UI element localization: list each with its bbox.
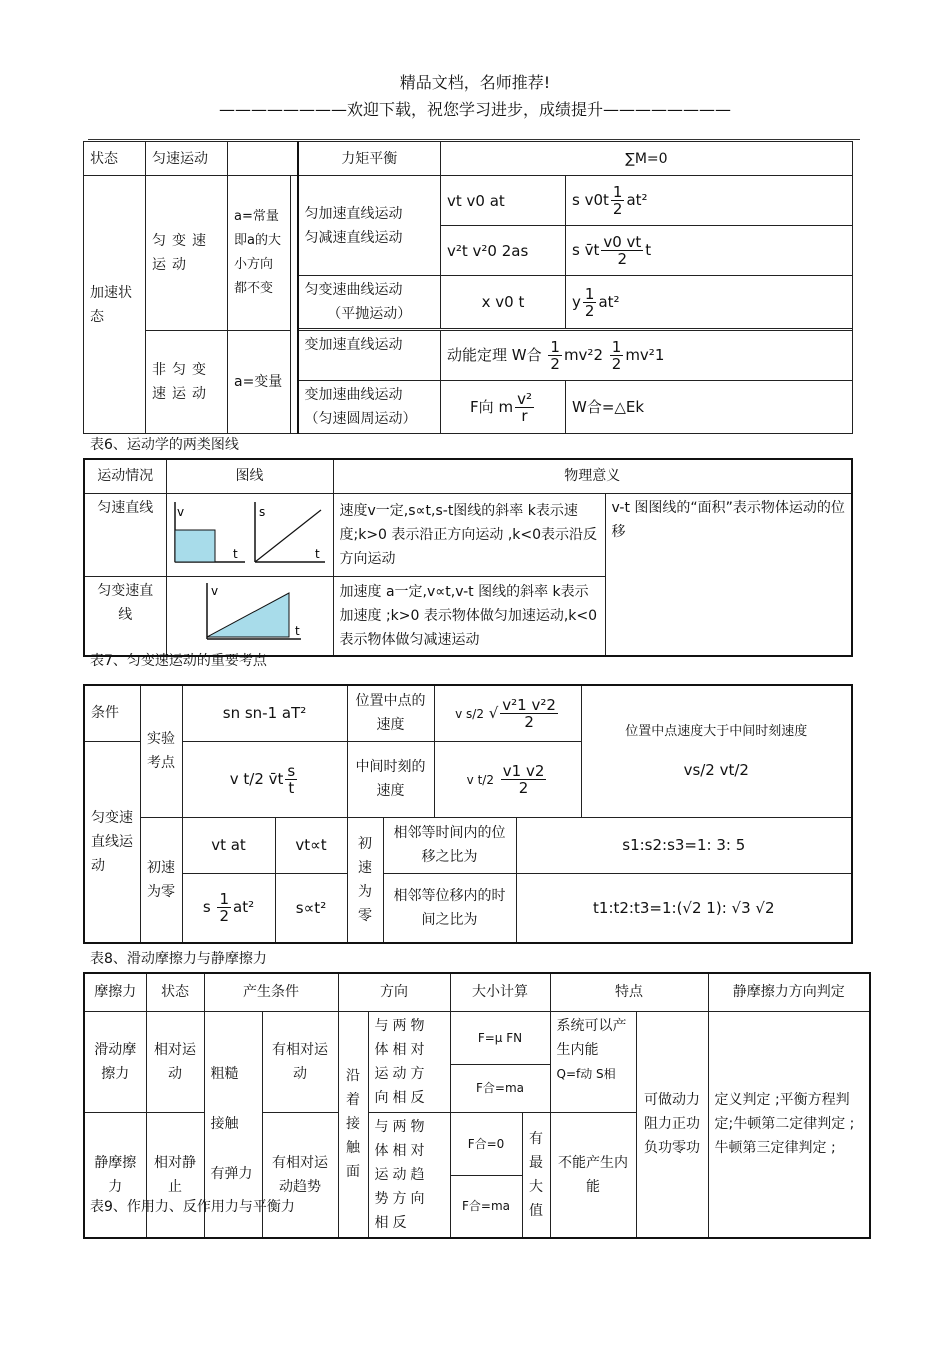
table-6 — [83, 458, 853, 657]
formula-vhalf: v t/2 v̄t $\frac{s}{t}$ — [182, 741, 347, 817]
t5-torque-balance: 力矩平衡 — [298, 142, 441, 176]
t6-area-meaning: v-t 图图线的“面积”表示物体运动的位移 — [605, 493, 852, 656]
t7-mid-time-v: 中间时刻的速度 — [347, 741, 434, 817]
vt-uvar-area — [207, 593, 289, 637]
axis-label-v: v — [176, 504, 184, 519]
formula-q: Q=f动 S相 — [556, 1066, 616, 1081]
vt-uniform-area — [175, 530, 215, 562]
t7-compare — [581, 685, 852, 817]
uvar-graph — [169, 579, 329, 645]
formula-vt: vt v0 at — [441, 176, 566, 226]
formula-s2: s v̄t $\frac{v0 vt}{2}$ t — [566, 226, 853, 276]
formula-vprop: vt∝t — [275, 817, 347, 873]
t5-accel-state: 加速状态 — [84, 176, 146, 434]
t6-h3: 物理意义 — [333, 459, 852, 493]
t7-zero-init-2: 初速为零 — [347, 817, 383, 943]
t8-max: 有最大值 — [522, 1112, 550, 1238]
axis-label-t3: t — [294, 623, 300, 638]
t7-ratio-t: t1:t2:t3=1:(√2 1): √3 √2 — [516, 873, 852, 943]
t8-h5: 大小计算 — [450, 973, 550, 1011]
t5-udecel-line: 匀减速直线运动 — [304, 229, 403, 246]
t8-heat — [550, 1011, 636, 1112]
t8-dir-static: 与两物体相对运动趋势方向相反 — [368, 1112, 450, 1238]
t7-zero-init: 初速为零 — [140, 817, 182, 943]
t7-compare-text: 位置中点速度大于中间时刻速度 — [625, 724, 808, 740]
formula-s-half: s $\frac{1}{2}$ at² — [182, 873, 275, 943]
t5-var-line: 变加速直线运动 — [298, 331, 441, 381]
t6-r2-graph — [166, 576, 333, 656]
t5-sum-m: ∑M=0 — [441, 142, 853, 176]
axis-label-v2: v — [210, 583, 218, 598]
formula-mu: F=μ FN — [450, 1011, 550, 1064]
t8-has-trend: 有相对运动趋势 — [262, 1112, 338, 1238]
formula-kinetic: 动能定理 W合 $\frac{1}{2}$ mv²2 $\frac{1}{2}$ mv²1 — [441, 331, 853, 381]
t8-h7: 静摩擦力方向判定 — [708, 973, 870, 1011]
formula-fma2: F合=ma — [450, 1176, 522, 1238]
header-title: 精品文档，名师推荐! — [399, 73, 551, 92]
formula-delta: sn sn-1 aT² — [182, 685, 347, 741]
formula-y: y $\frac{1}{2}$ at² — [566, 276, 853, 329]
t8-rough: 粗糙 — [210, 1066, 239, 1082]
axis-label-t: t — [232, 546, 238, 561]
formula-mid-time: v t/2 $\frac{v1 v2}{2}$ — [434, 741, 581, 817]
t8-contact: 接触 — [210, 1116, 239, 1132]
t6-r2-meaning: 加速度 a一定,v∝t,v-t 图线的斜率 k表示加速度 ;k>0 表示物体做匀加速运动,k<0表示物体做匀减速运动 — [333, 576, 605, 656]
t7-exp: 实验考点 — [140, 685, 182, 817]
t7-condition: 条件 — [84, 685, 140, 741]
formula-x: x v0 t — [441, 276, 566, 329]
caption-7: 表7、匀变速运动的重要考点 — [90, 653, 267, 669]
t5-var-accel-curve: 变加速曲线运动 — [304, 387, 403, 403]
t5-a-const: a=常量即a的大小方向都不变 — [228, 176, 291, 331]
table-7 — [83, 684, 853, 944]
t5-nonuniform: 非匀变速运动 — [146, 331, 228, 434]
formula-work: W合=△Ek — [566, 381, 853, 434]
t8-h4: 方向 — [338, 973, 450, 1011]
caption-8: 表8、滑动摩擦力与静摩擦力 — [90, 951, 267, 967]
t8-h1: 摩擦力 — [84, 973, 146, 1011]
t6-h1: 运动情况 — [84, 459, 166, 493]
t6-r1-meaning: 速度v一定,s∝t,s-t图线的斜率 k表示速度;k>0 表示沿正方向运动 ,k<0表示沿反方向运动 — [333, 493, 605, 576]
t5-a-var: a=变量 — [228, 331, 291, 434]
t5-uniform-accel — [298, 176, 441, 276]
t8-dir-slide: 与两物体相对运动方向相反 — [368, 1011, 450, 1112]
t8-rel-move: 相对运动 — [146, 1011, 204, 1112]
t5-curve-uvar: 匀变速曲线运动 — [304, 282, 403, 298]
header-subtitle: ————————欢迎下载，祝您学习进步，成绩提升———————— — [218, 100, 731, 119]
t5-uniform: 匀速运动 — [146, 142, 228, 176]
uniform-graphs — [169, 496, 329, 566]
t7-uvar-line: 匀变速直线运动 — [84, 741, 140, 943]
t6-r1-graphs — [166, 493, 333, 576]
t7-adj-time: 相邻等时间内的位移之比为 — [383, 817, 516, 873]
header-rule — [88, 139, 860, 140]
t8-h6: 特点 — [550, 973, 708, 1011]
t5-uniform-circle: （匀速圆周运动） — [304, 411, 417, 427]
axis-label-s: s — [258, 504, 265, 519]
axis-label-t2: t — [314, 546, 320, 561]
table-5 — [83, 141, 853, 434]
formula-vt-at: vt at — [182, 817, 275, 873]
t6-r1-name: 匀速直线 — [84, 493, 166, 576]
t7-ratio-s: s1:s2:s3=1: 3: 5 — [516, 817, 852, 873]
t5-uaccel-line: 匀加速直线运动 — [304, 205, 403, 222]
t8-h3: 产生条件 — [204, 973, 338, 1011]
t7-pos-mid-v: 位置中点的速度 — [347, 685, 434, 741]
t5-projectile: （平抛运动） — [327, 306, 412, 322]
t8-along: 沿着接触面 — [338, 1011, 368, 1238]
t6-r2-name: 匀变速直线 — [84, 576, 166, 656]
t8-static: 静摩擦力 — [84, 1112, 146, 1238]
t8-h2: 状态 — [146, 973, 204, 1011]
t8-judge: 定义判定 ;平衡方程判定;牛顿第二定律判定 ;牛顿第三定律判定 ; — [708, 1011, 870, 1238]
t8-elastic: 有弹力 — [210, 1166, 253, 1182]
formula-vt2: v²t v²0 2as — [441, 226, 566, 276]
t7-adj-disp: 相邻等位移内的时间之比为 — [383, 873, 516, 943]
caption-9: 表9、作用力、反作用力与平衡力 — [90, 1199, 295, 1215]
formula-s1: s v0t $\frac{1}{2}$ at² — [566, 176, 853, 226]
t5-curve — [298, 276, 441, 329]
t8-heat-text: 系统可以产生内能 — [556, 1017, 627, 1058]
t5-var-curve — [298, 381, 441, 434]
t8-no-heat: 不能产生内能 — [550, 1112, 636, 1238]
t6-h2: 图线 — [166, 459, 333, 493]
formula-pos-mid: v s/2 √ $\frac{\text{v²1 v²2}}{2}$ — [434, 685, 581, 741]
t5-state: 状态 — [84, 142, 146, 176]
formula-compare: vs/2 vt/2 — [683, 761, 749, 780]
t8-power: 可做动力阻力正功负功零功 — [636, 1011, 708, 1238]
caption-6: 表6、运动学的两类图线 — [90, 437, 239, 453]
formula-fzero: F合=0 — [450, 1112, 522, 1176]
formula-fma: F合=ma — [450, 1064, 550, 1112]
formula-centripetal: F向 m $\frac{\text{v²}}{r}$ — [441, 381, 566, 434]
formula-sprop: s∝t² — [275, 873, 347, 943]
t8-has-rel-move: 有相对运动 — [262, 1011, 338, 1112]
t5-uniform-var: 匀变速运动 — [146, 176, 228, 331]
t8-slide: 滑动摩擦力 — [84, 1011, 146, 1112]
t8-rel-rest: 相对静止 — [146, 1112, 204, 1238]
